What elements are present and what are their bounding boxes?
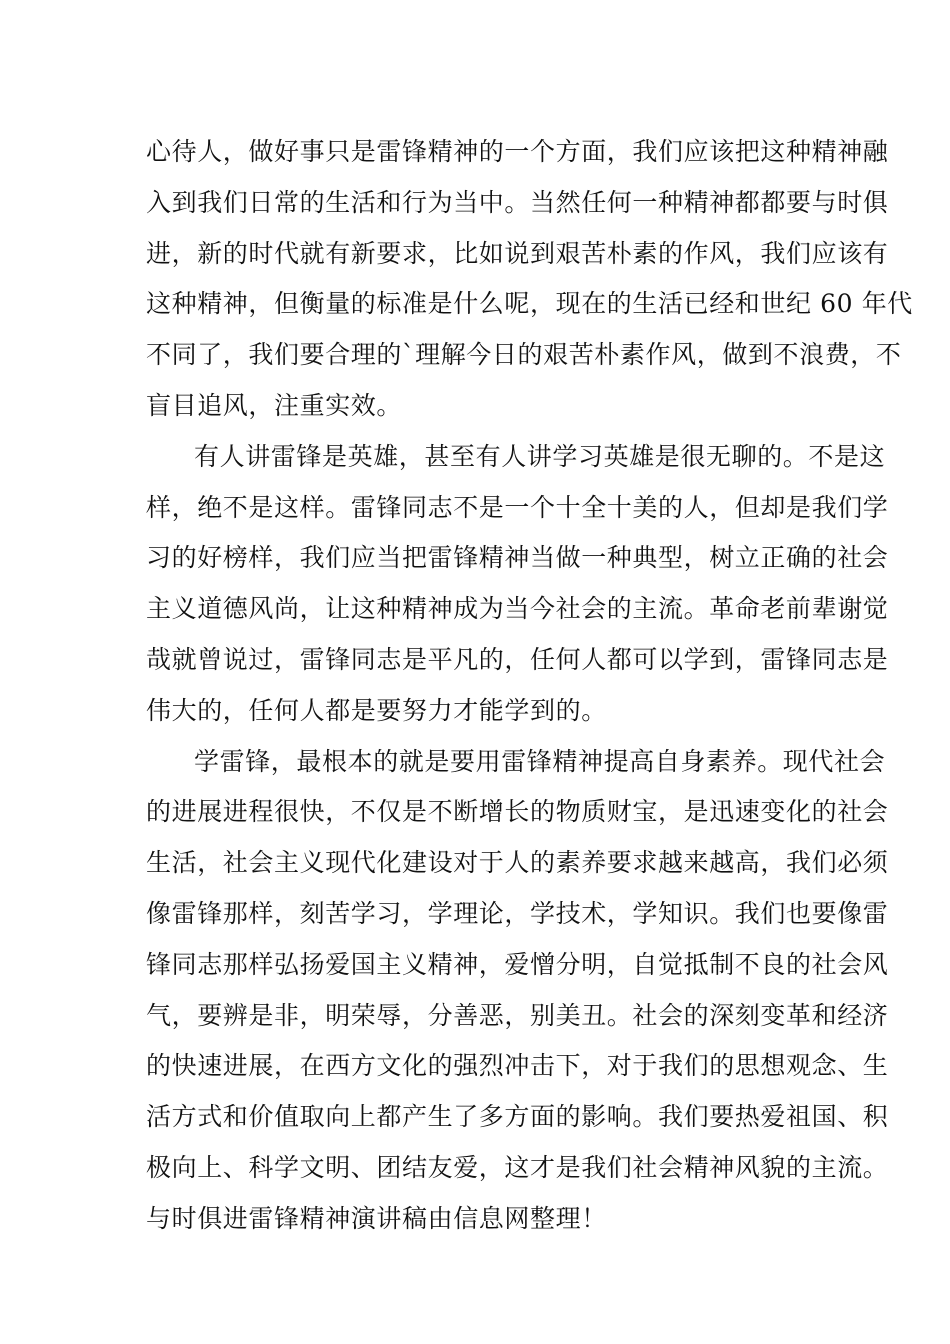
text-line: 不同了，我们要合理的`理解今日的艰苦朴素作风，做到不浪费，不 xyxy=(146,340,902,370)
text-line: 主义道德风尚，让这种精神成为当今社会的主流。革命老前辈谢觉 xyxy=(146,594,889,624)
text-line: 的进展进程很快，不仅是不断增长的物质财宝，是迅速变化的社会 xyxy=(146,797,889,827)
text-line: 像雷锋那样，刻苦学习，学理论，学技术，学知识。我们也要像雷 xyxy=(146,898,889,928)
text-line: 锋同志那样弘扬爱国主义精神，爱憎分明，自觉抵制不良的社会风 xyxy=(146,949,889,979)
text-line: 习的好榜样，我们应当把雷锋精神当做一种典型，树立正确的社会 xyxy=(146,543,889,573)
text-line: 样，绝不是这样。雷锋同志不是一个十全十美的人，但却是我们学 xyxy=(146,492,889,522)
text-line: 与时俱进雷锋精神演讲稿由信息网整理！ xyxy=(146,1203,607,1233)
text-line: 活方式和价值取向上都产生了多方面的影响。我们要热爱祖国、积 xyxy=(146,1102,889,1132)
document-body xyxy=(146,127,913,1245)
paragraph-first-line: 学雷锋，最根本的就是要用雷锋精神提高自身素养。现代社会 xyxy=(194,746,886,776)
text-line: 这种精神，但衡量的标准是什么呢，现在的生活已经和世纪 60 年代 xyxy=(146,289,913,319)
text-line: 入到我们日常的生活和行为当中。当然任何一种精神都都要与时俱 xyxy=(146,187,889,217)
paragraph-first-line: 有人讲雷锋是英雄，甚至有人讲学习英雄是很无聊的。不是这 xyxy=(194,441,886,471)
text-line: 进，新的时代就有新要求，比如说到艰苦朴素的作风，我们应该有 xyxy=(146,238,889,268)
text-line: 伟大的，任何人都是要努力才能学到的。 xyxy=(146,695,607,725)
text-line: 盲目追风，注重实效。 xyxy=(146,390,403,420)
text-line: 气，要辨是非，明荣辱，分善恶，别美丑。社会的深刻变革和经济 xyxy=(146,1000,889,1030)
text-line: 的快速进展，在西方文化的强烈冲击下，对于我们的思想观念、生 xyxy=(146,1051,889,1081)
text-line: 生活，社会主义现代化建设对于人的素养要求越来越高，我们必须 xyxy=(146,848,889,878)
text-line: 极向上、科学文明、团结友爱，这才是我们社会精神风貌的主流。 xyxy=(146,1152,889,1182)
text-line: 心待人，做好事只是雷锋精神的一个方面，我们应该把这种精神融 xyxy=(146,137,889,166)
text-line: 哉就曾说过，雷锋同志是平凡的，任何人都可以学到，雷锋同志是 xyxy=(146,644,889,674)
